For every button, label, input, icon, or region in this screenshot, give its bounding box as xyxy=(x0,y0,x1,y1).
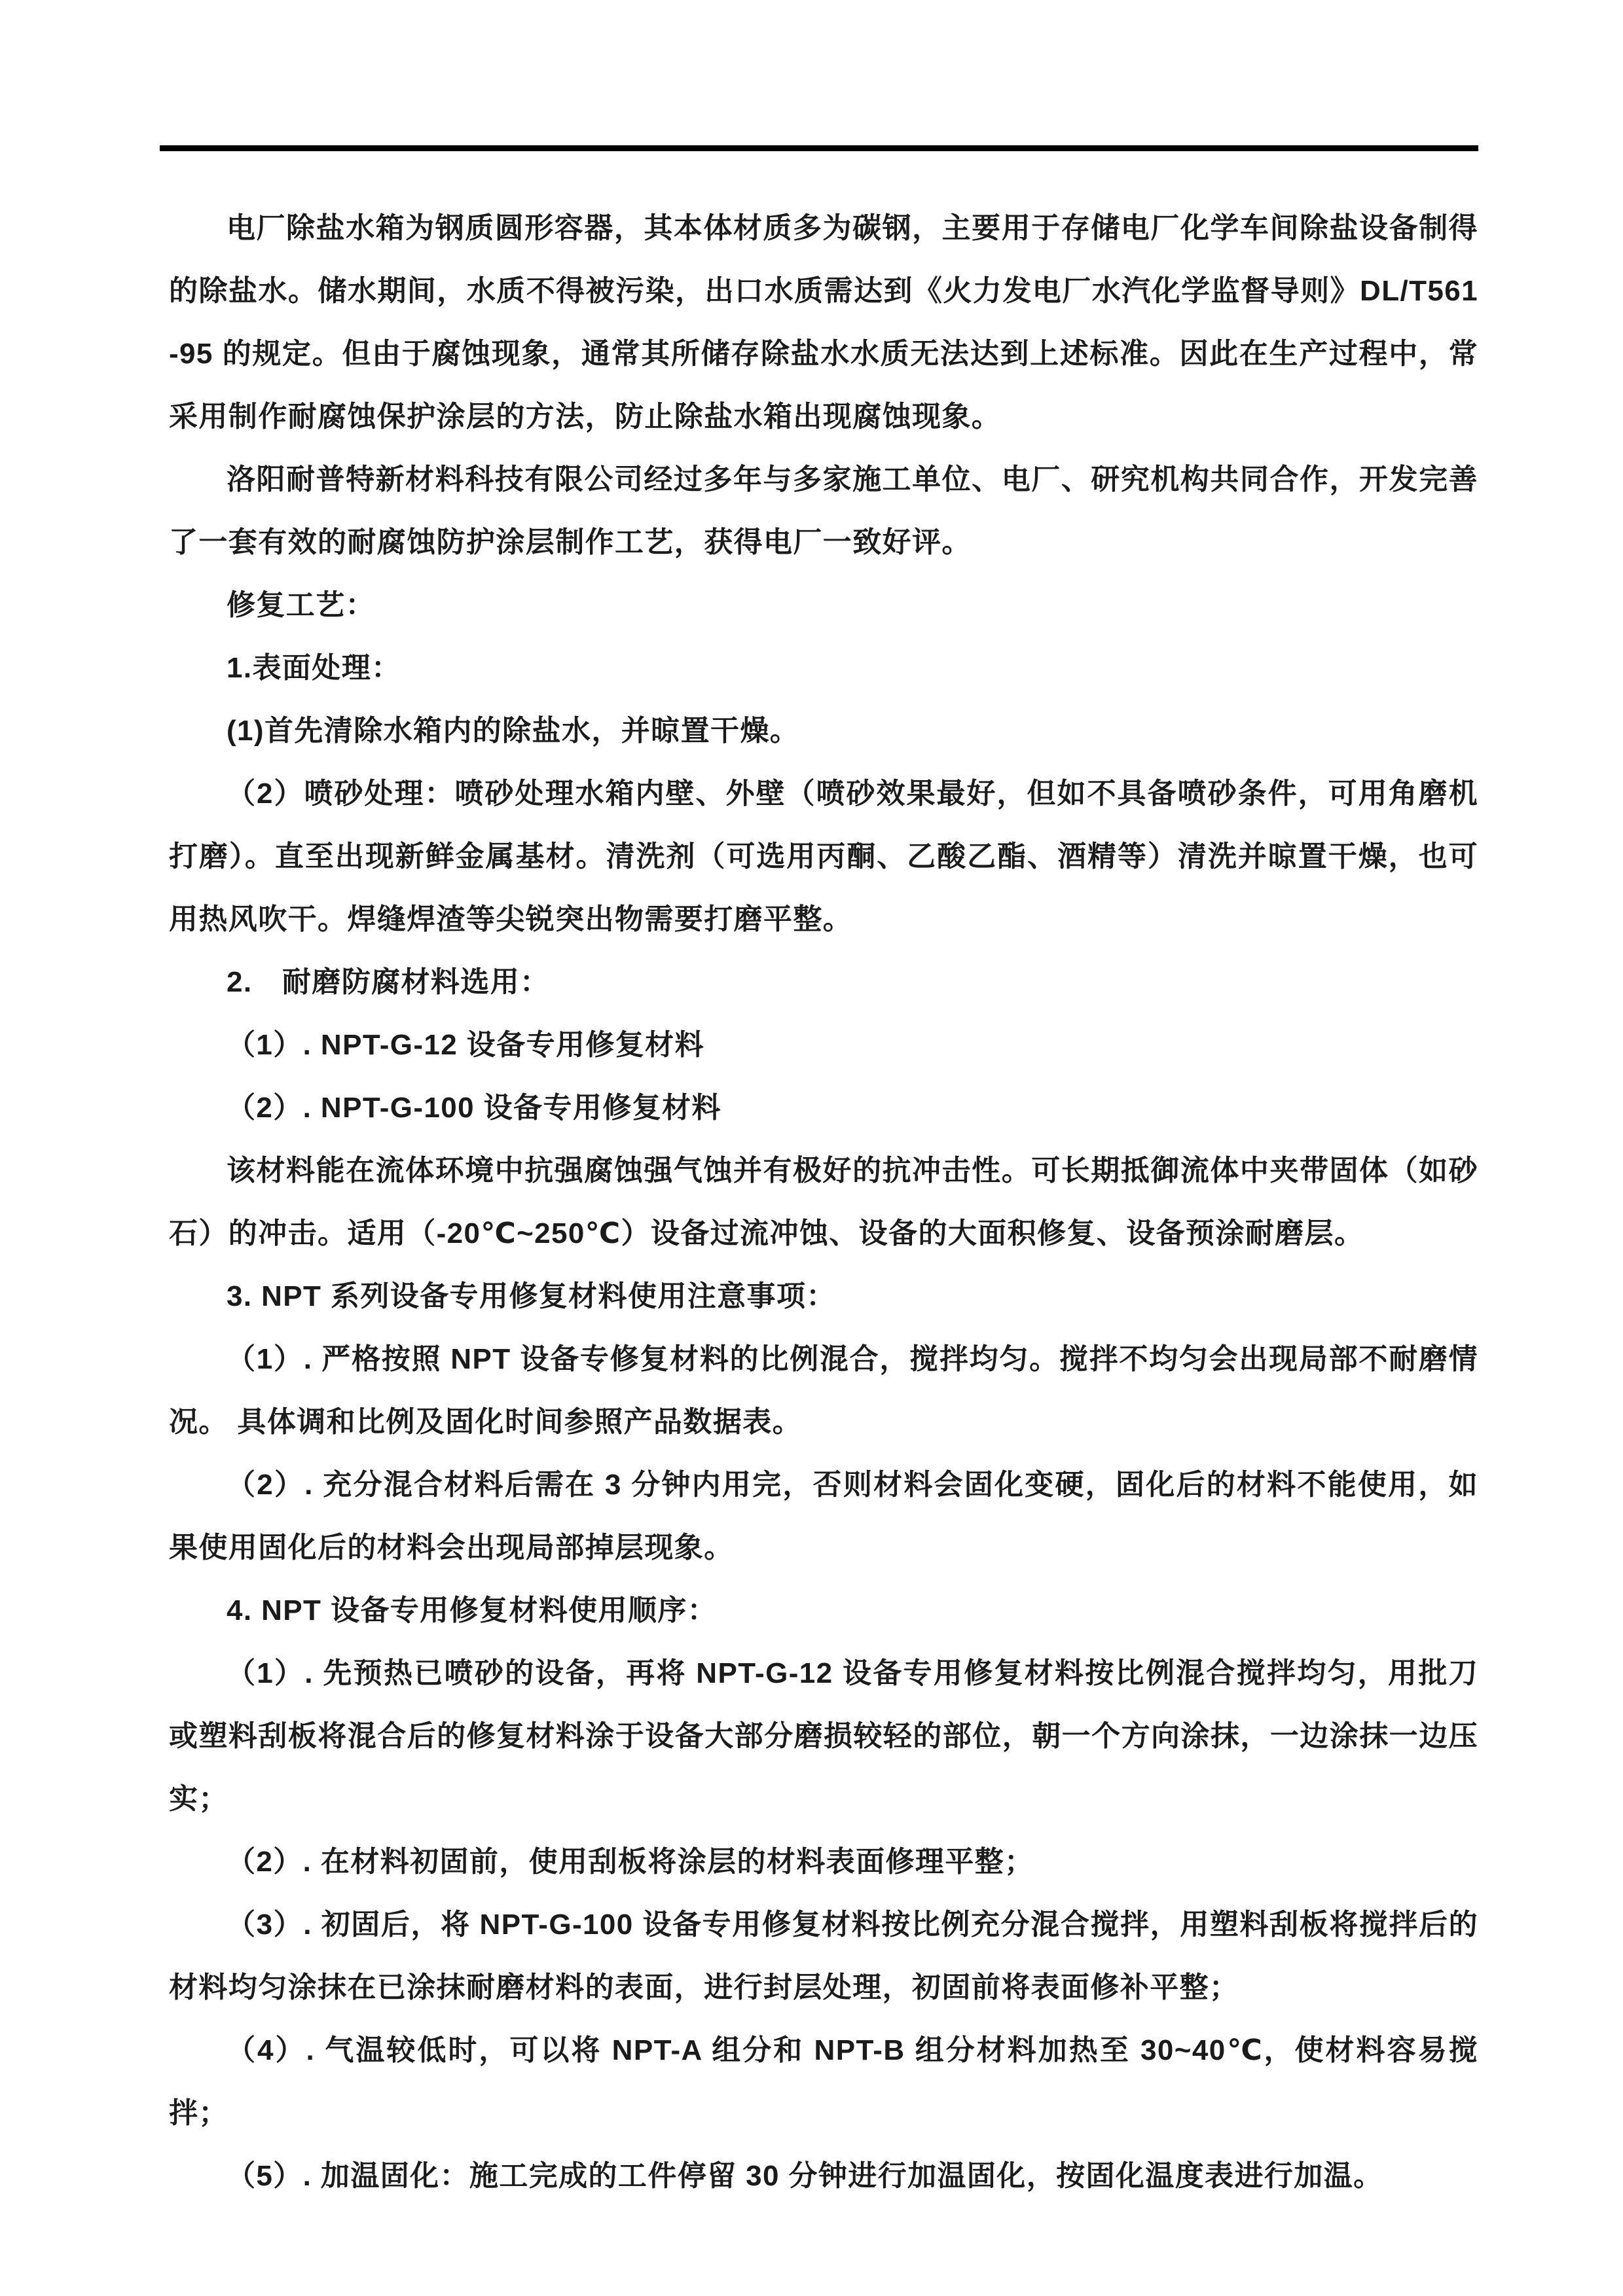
heading-material-selection: 2. 耐磨防腐材料选用： xyxy=(227,966,550,998)
item-material-1: （1）. NPT-G-12 设备专用修复材料 xyxy=(227,1029,704,1061)
item-order-1: （1）. 先预热已喷砂的设备，再将 NPT-G-12 设备专用修复材料按比例混合搅拌均匀，用批刀或塑料刮板将混合后的修复材料涂于设备大部分磨损较轻的部位，朝一个方向涂抹，一边涂抹一边压实； xyxy=(169,1657,1478,1815)
item-precaution-1: （1）. 严格按照 NPT 设备专修复材料的比例混合，搅拌均匀。搅拌不均匀会出现局部不耐磨情况。 具体调和比例及固化时间参照产品数据表。 xyxy=(169,1343,1478,1438)
paragraph-company: 洛阳耐普特新材料科技有限公司经过多年与多家施工单位、电厂、研究机构共同合作，开发完善了一套有效的耐腐蚀防护涂层制作工艺，获得电厂一致好评。 xyxy=(169,463,1478,558)
heading-surface-treatment: 1.表面处理： xyxy=(227,652,401,684)
header-divider-rule xyxy=(160,145,1478,151)
item-surface-step-1: (1)首先清除水箱内的除盐水，并晾置干燥。 xyxy=(227,715,800,747)
item-order-3: （3）. 初固后，将 NPT-G-100 设备专用修复材料按比例充分混合搅拌，用塑料刮板将搅拌后的材料均匀涂抹在已涂抹耐磨材料的表面，进行封层处理，初固前将表面修补平整； xyxy=(169,1909,1478,2003)
heading-repair-process: 修复工艺： xyxy=(227,589,375,621)
paragraph-intro: 电厂除盐水箱为钢质圆形容器，其本体材质多为碳钢，主要用于存储电厂化学车间除盐设备制得的除盐水。储水期间，水质不得被污染，出口水质需达到《火力发电厂水汽化学监督导则》DL/T561-95 的规定。但由于腐蚀现象，通常其所储存除盐水水质无法达到上述标准。因此在生产过程中，常采用制作耐腐蚀保护涂层的方法，防止除盐水箱出现腐蚀现象。 xyxy=(169,212,1478,433)
item-order-4: （4）. 气温较低时，可以将 NPT-A 组分和 NPT-B 组分材料加热至 30~40℃，使材料容易搅拌； xyxy=(169,2034,1478,2129)
paragraph-material-properties: 该材料能在流体环境中抗强腐蚀强气蚀并有极好的抗冲击性。可长期抵御流体中夹带固体（如砂石）的冲击。适用（-20℃~250℃）设备过流冲蚀、设备的大面积修复、设备预涂耐磨层。 xyxy=(169,1155,1478,1249)
item-precaution-2: （2）. 充分混合材料后需在 3 分钟内用完，否则材料会固化变硬，固化后的材料不能使用，如果使用固化后的材料会出现局部掉层现象。 xyxy=(169,1469,1478,1564)
document-body xyxy=(169,197,1478,2208)
item-surface-step-2: （2）喷砂处理：喷砂处理水箱内壁、外壁（喷砂效果最好，但如不具备喷砂条件，可用角磨机打磨）。直至出现新鲜金属基材。清洗剂（可选用丙酮、乙酸乙酯、酒精等）清洗并晾置干燥，也可用热风吹干。焊缝焊渣等尖锐突出物需要打磨平整。 xyxy=(169,778,1478,935)
heading-usage-order: 4. NPT 设备专用修复材料使用顺序： xyxy=(227,1594,718,1626)
heading-precautions: 3. NPT 系列设备专用修复材料使用注意事项： xyxy=(227,1280,836,1312)
item-material-2: （2）. NPT-G-100 设备专用修复材料 xyxy=(227,1092,721,1124)
item-order-5: （5）. 加温固化：施工完成的工件停留 30 分钟进行加温固化，按固化温度表进行加温。 xyxy=(227,2160,1383,2192)
item-order-2: （2）. 在材料初固前，使用刮板将涂层的材料表面修理平整； xyxy=(227,1846,1034,1878)
